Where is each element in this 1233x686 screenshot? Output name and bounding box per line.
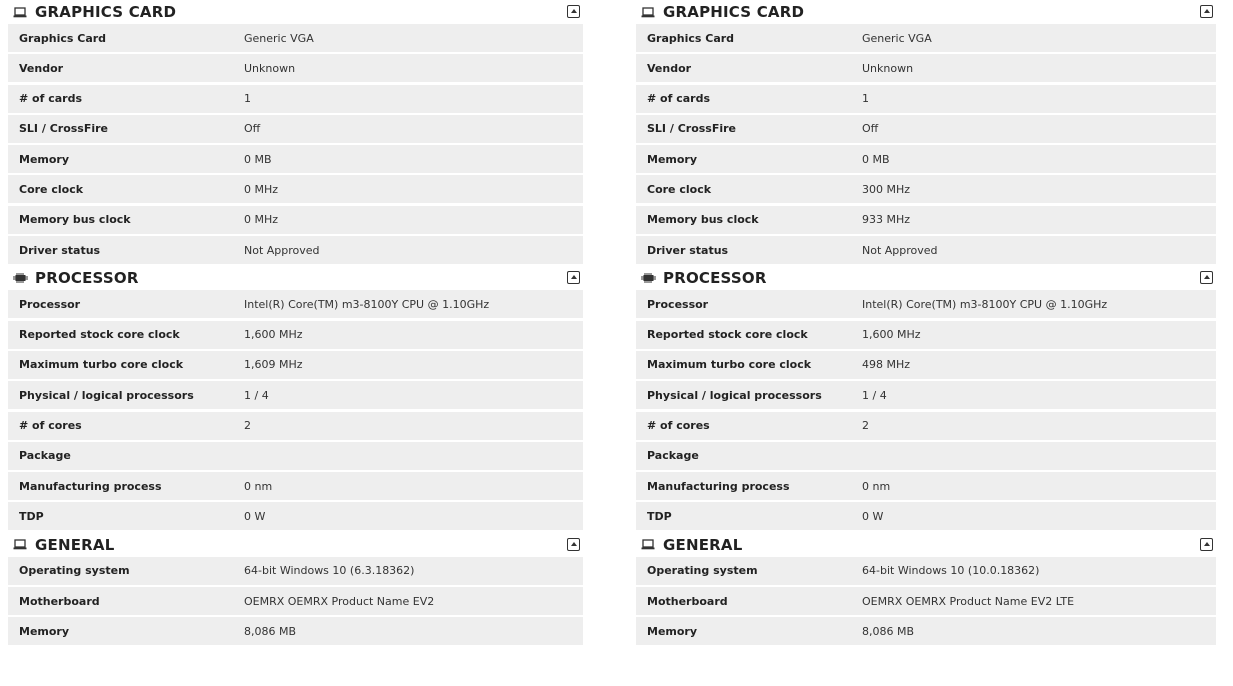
processor-rows [8, 290, 583, 532]
table-row [8, 557, 583, 585]
row-value: 1 / 4 [862, 388, 887, 402]
section-header [636, 533, 1216, 557]
collapse-button[interactable] [567, 538, 580, 551]
row-value: 1 [862, 92, 869, 106]
graphics-card-rows [8, 24, 583, 266]
row-value: 8,086 MB [862, 624, 915, 638]
table-row [636, 145, 1216, 173]
row-label: Reported stock core clock [647, 328, 808, 342]
row-value: OEMRX OEMRX Product Name EV2 LTE [862, 594, 1075, 608]
row-label: Graphics Card [647, 31, 735, 45]
table-row [636, 290, 1216, 318]
table-row [636, 85, 1216, 113]
table-row [636, 502, 1216, 530]
collapse-button[interactable] [567, 5, 580, 18]
section-header [8, 266, 583, 290]
row-label: Motherboard [19, 594, 100, 608]
row-value: 300 MHz [862, 182, 911, 196]
graphics-card-rows [636, 24, 1216, 266]
general-section [636, 533, 1216, 648]
laptop-icon [640, 5, 656, 19]
table-row [636, 557, 1216, 585]
row-label: # of cores [19, 419, 82, 433]
row-label: Operating system [647, 564, 758, 578]
section-title: PROCESSOR [35, 269, 139, 288]
row-label: SLI / CrossFire [647, 122, 737, 136]
table-row [8, 617, 583, 645]
row-label: Vendor [647, 61, 692, 75]
row-value: 0 nm [244, 479, 273, 493]
row-value: 1,600 MHz [244, 328, 303, 342]
table-row [8, 290, 583, 318]
row-label: TDP [647, 509, 672, 523]
row-value: 0 MHz [244, 182, 279, 196]
row-value: 2 [244, 419, 251, 433]
row-value: 0 MB [862, 152, 890, 166]
row-label: Physical / logical processors [647, 388, 822, 402]
table-row [636, 442, 1216, 470]
row-label: TDP [19, 509, 44, 523]
row-value: Not Approved [862, 243, 938, 257]
collapse-button[interactable] [1200, 5, 1213, 18]
table-row [636, 617, 1216, 645]
row-value: 64-bit Windows 10 (10.0.18362) [862, 564, 1040, 578]
row-label: Manufacturing process [647, 479, 790, 493]
row-label: # of cores [647, 419, 710, 433]
table-row [8, 206, 583, 234]
row-value: Intel(R) Core(TM) m3-8100Y CPU @ 1.10GHz [862, 297, 1108, 311]
table-row [8, 85, 583, 113]
cpu-chip-icon [640, 271, 656, 285]
row-value: 1,600 MHz [862, 328, 921, 342]
table-row [636, 54, 1216, 82]
row-value: 0 W [244, 509, 266, 523]
section-title: GENERAL [663, 535, 743, 554]
row-value: Unknown [862, 61, 914, 75]
laptop-icon [640, 538, 656, 552]
row-label: Operating system [19, 564, 130, 578]
row-value: 1,609 MHz [244, 358, 303, 372]
row-label: Manufacturing process [19, 479, 162, 493]
row-label: SLI / CrossFire [19, 122, 109, 136]
table-row [8, 587, 583, 615]
table-row [636, 236, 1216, 264]
table-row [8, 472, 583, 500]
cpu-chip-icon [12, 271, 28, 285]
processor-section [8, 266, 583, 532]
row-value: Off [862, 122, 879, 136]
row-label: Memory bus clock [647, 213, 759, 227]
row-value: 0 MHz [244, 213, 279, 227]
section-header [636, 266, 1216, 290]
row-label: Driver status [19, 243, 101, 257]
row-label: Physical / logical processors [19, 388, 194, 402]
row-value: Off [244, 122, 261, 136]
row-label: Core clock [19, 182, 84, 196]
row-label: Vendor [19, 61, 64, 75]
table-row [636, 175, 1216, 203]
row-label: Maximum turbo core clock [19, 358, 184, 372]
section-header [636, 0, 1216, 24]
collapse-button[interactable] [1200, 271, 1213, 284]
table-row [8, 145, 583, 173]
section-title: GENERAL [35, 535, 115, 554]
graphics-card-section [8, 0, 583, 266]
table-row [636, 587, 1216, 615]
row-value: 0 nm [862, 479, 891, 493]
section-header [8, 533, 583, 557]
row-label: Reported stock core clock [19, 328, 180, 342]
row-label: Memory [19, 152, 70, 166]
table-row [8, 24, 583, 52]
table-row [636, 24, 1216, 52]
row-label: Motherboard [647, 594, 728, 608]
table-row [636, 115, 1216, 143]
table-row [8, 502, 583, 530]
section-title: GRAPHICS CARD [35, 3, 177, 21]
table-row [636, 412, 1216, 440]
row-value: 933 MHz [862, 213, 911, 227]
row-value: Generic VGA [862, 31, 932, 45]
row-label: Memory [19, 624, 70, 638]
row-value: 0 W [862, 509, 884, 523]
row-value: Intel(R) Core(TM) m3-8100Y CPU @ 1.10GHz [244, 297, 490, 311]
right-system-panel [636, 0, 1216, 648]
row-label: Memory [647, 152, 698, 166]
table-row [636, 206, 1216, 234]
row-label: Graphics Card [19, 31, 107, 45]
row-value: 64-bit Windows 10 (6.3.18362) [244, 564, 415, 578]
row-label: Memory bus clock [19, 213, 131, 227]
row-label: Package [647, 449, 699, 463]
row-value: 1 [244, 92, 251, 106]
table-row [8, 175, 583, 203]
general-rows [636, 557, 1216, 648]
table-row [8, 381, 583, 409]
row-label: Driver status [647, 243, 729, 257]
general-section [8, 533, 583, 648]
graphics-card-section [636, 0, 1216, 266]
table-row [8, 54, 583, 82]
processor-rows [636, 290, 1216, 532]
section-header [8, 0, 583, 24]
row-value: OEMRX OEMRX Product Name EV2 [244, 594, 435, 608]
table-row [8, 351, 583, 379]
row-label: Processor [647, 297, 709, 311]
row-label: # of cards [647, 92, 711, 106]
table-row [636, 472, 1216, 500]
row-value: Generic VGA [244, 31, 314, 45]
row-value: Unknown [244, 61, 296, 75]
table-row [8, 321, 583, 349]
table-row [8, 115, 583, 143]
collapse-button[interactable] [567, 271, 580, 284]
row-value: 8,086 MB [244, 624, 297, 638]
section-title: GRAPHICS CARD [663, 3, 805, 21]
left-system-panel [8, 0, 583, 648]
table-row [8, 236, 583, 264]
table-row [8, 412, 583, 440]
row-value: Not Approved [244, 243, 320, 257]
row-value: 2 [862, 419, 869, 433]
laptop-icon [12, 538, 28, 552]
row-label: Processor [19, 297, 81, 311]
row-label: Maximum turbo core clock [647, 358, 812, 372]
table-row [8, 442, 583, 470]
row-value: 1 / 4 [244, 388, 269, 402]
general-rows [8, 557, 583, 648]
processor-section [636, 266, 1216, 532]
row-label: Package [19, 449, 71, 463]
row-value: 0 MB [244, 152, 272, 166]
section-title: PROCESSOR [663, 269, 767, 288]
table-row [636, 321, 1216, 349]
row-value: 498 MHz [862, 358, 911, 372]
laptop-icon [12, 5, 28, 19]
table-row [636, 351, 1216, 379]
row-label: Memory [647, 624, 698, 638]
collapse-button[interactable] [1200, 538, 1213, 551]
row-label: Core clock [647, 182, 712, 196]
row-label: # of cards [19, 92, 83, 106]
table-row [636, 381, 1216, 409]
